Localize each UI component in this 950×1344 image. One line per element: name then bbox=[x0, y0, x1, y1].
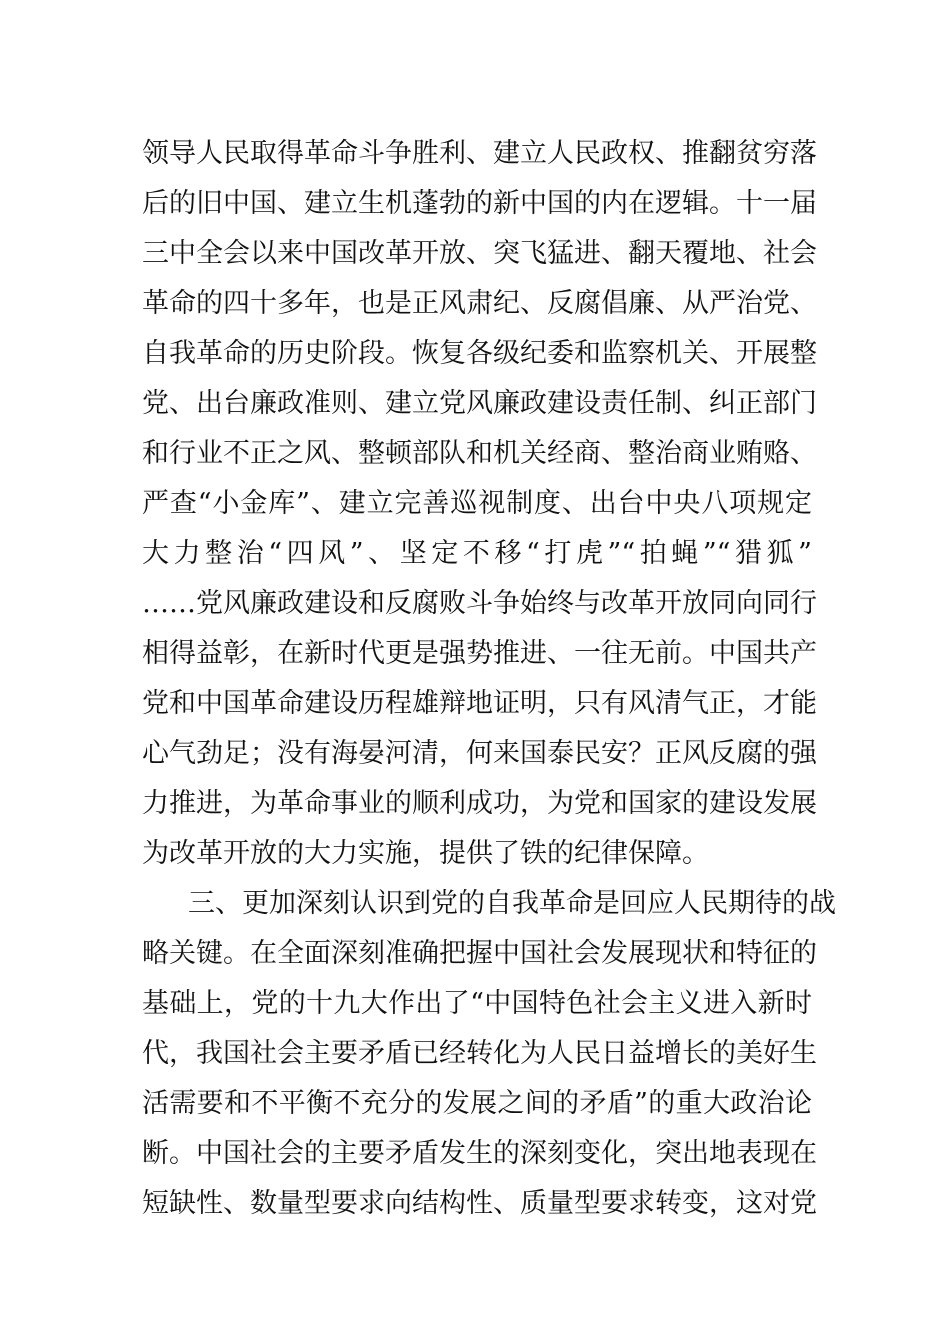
text-line: 后的旧中国、建立生机蓬勃的新中国的内在逻辑。十一届 bbox=[142, 188, 817, 219]
text-line: 代，我国社会主要矛盾已经转化为人民日益增长的美好生 bbox=[142, 1038, 817, 1069]
text-line: 活需要和不平衡不充分的发展之间的矛盾”的重大政治论 bbox=[142, 1088, 812, 1119]
section-heading-line: 三、更加深刻认识到党的自我革命是回应人民期待的战 bbox=[188, 888, 836, 919]
text-line: 心气劲足；没有海晏河清，何来国泰民安？正风反腐的强 bbox=[142, 738, 817, 769]
text-line: 党、出台廉政准则、建立党风廉政建设责任制、纠正部门 bbox=[142, 388, 817, 419]
text-line: 党和中国革命建设历程雄辩地证明，只有风清气正，才能 bbox=[142, 688, 817, 719]
text-line: 自我革命的历史阶段。恢复各级纪委和监察机关、开展整 bbox=[142, 338, 817, 369]
text-line: 大力整治“四风”、坚定不移“打虎”“拍蝇”“猎狐” bbox=[142, 538, 812, 569]
text-line: 基础上，党的十九大作出了“中国特色社会主义进入新时 bbox=[142, 988, 812, 1019]
text-line: 断。中国社会的主要矛盾发生的深刻变化，突出地表现在 bbox=[142, 1138, 817, 1169]
text-line: 为改革开放的大力实施，提供了铁的纪律保障。 bbox=[142, 838, 709, 869]
text-line: ……党风廉政建设和反腐败斗争始终与改革开放同向同行 bbox=[142, 588, 817, 619]
text-line: 力推进，为革命事业的顺利成功，为党和国家的建设发展 bbox=[142, 788, 817, 819]
text-line: 严查“小金库”、建立完善巡视制度、出台中央八项规定 bbox=[142, 488, 812, 519]
text-line: 领导人民取得革命斗争胜利、建立人民政权、推翻贫穷落 bbox=[142, 138, 817, 169]
text-line: 相得益彰，在新时代更是强势推进、一往无前。中国共产 bbox=[142, 638, 817, 669]
text-line: 短缺性、数量型要求向结构性、质量型要求转变，这对党 bbox=[142, 1188, 817, 1219]
text-line: 和行业不正之风、整顿部队和机关经商、整治商业贿赂、 bbox=[142, 438, 817, 469]
text-line: 三中全会以来中国改革开放、突飞猛进、翻天覆地、社会 bbox=[142, 238, 817, 269]
text-line: 革命的四十多年，也是正风肃纪、反腐倡廉、从严治党、 bbox=[142, 288, 817, 319]
text-line: 略关键。在全面深刻准确把握中国社会发展现状和特征的 bbox=[142, 938, 817, 969]
